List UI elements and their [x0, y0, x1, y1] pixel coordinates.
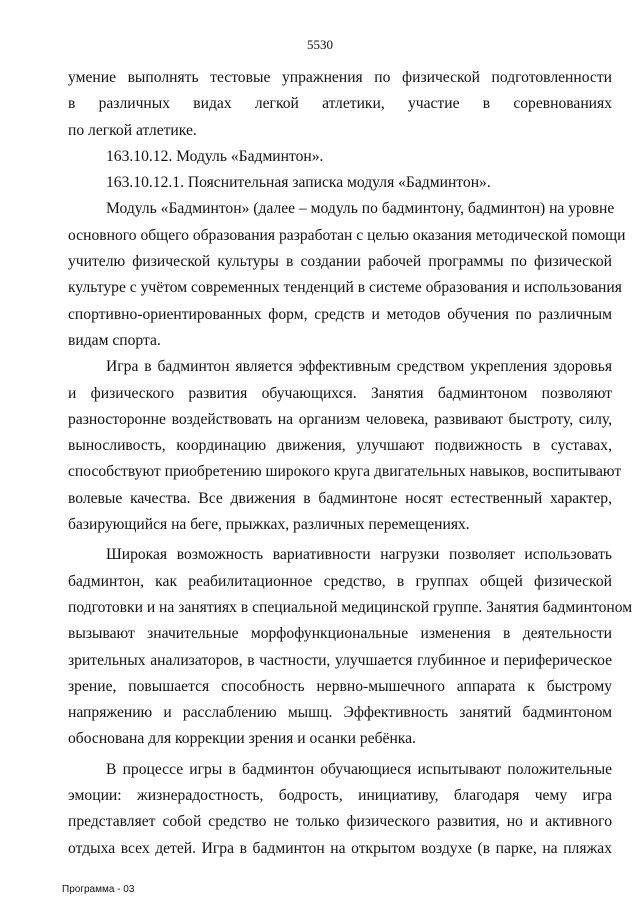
- paragraph: [68, 65, 612, 144]
- text-line: бадминтон, как реабилитационное средство, в группах общей физической: [68, 572, 612, 590]
- text-line: зрение, повышается способность нервно-мышечного аппарата к быстрому: [68, 677, 612, 695]
- paragraph: [68, 354, 622, 538]
- paragraph: [68, 144, 612, 170]
- text-line: умение выполнять тестовые упражнения по физической подготовленности: [68, 69, 612, 86]
- text-line: отдыха всех детей. Игра в бадминтон на открытом воздухе (в парке, на пляжах: [68, 839, 612, 857]
- page-number: 5530: [307, 37, 333, 52]
- text-line: эмоции: жизнерадостность, бодрость, инициативу, благодаря чему игра: [68, 787, 612, 805]
- text-line: 163.10.12.1. Пояснительная записка модуля «Бадминтон».: [106, 174, 491, 192]
- text-line: подготовки и на занятиях в специальной медицинской группе. Занятия бадминтоном: [68, 598, 633, 616]
- document-body: [68, 65, 633, 866]
- text-line: обоснована для коррекции зрения и осанки ребёнка.: [68, 730, 416, 748]
- paragraph: [68, 170, 612, 196]
- text-line: культуре с учётом современных тенденций в системе образования и использования: [68, 279, 622, 297]
- text-line: в различных видах легкой атлетики, участие в соревнованиях: [68, 95, 612, 113]
- text-line: Игра в бадминтон является эффективным средством укрепления здоровья: [106, 358, 612, 376]
- text-line: основного общего образования разработан с целью оказания методической помощи: [68, 226, 626, 244]
- text-line: базирующийся на беге, прыжках, различных перемещениях.: [68, 516, 470, 534]
- text-line: зрительных анализаторов, в частности, улучшается глубинное и периферическое: [68, 651, 612, 669]
- text-line: Модуль «Бадминтон» (далее – модуль по бадминтону, бадминтон) на уровне: [106, 200, 615, 218]
- text-line: способствуют приобретению широкого круга двигательных навыков, воспитывают: [68, 463, 622, 481]
- paragraph: [68, 196, 626, 354]
- text-line: учителю физической культуры в создании рабочей программы по физической: [68, 253, 612, 271]
- text-line: напряжению и расслаблению мышц. Эффективность занятий бадминтоном: [68, 704, 612, 722]
- text-line: В процессе игры в бадминтон обучающиеся испытывают положительные: [106, 760, 612, 778]
- text-line: видам спорта.: [68, 331, 161, 349]
- text-line: по легкой атлетике.: [68, 121, 197, 139]
- page-footer: Программа - 03: [62, 884, 135, 895]
- text-line: вызывают значительные морфофункциональные изменения в деятельности: [68, 625, 612, 643]
- text-line: волевые качества. Все движения в бадминтоне носят естественный характер,: [68, 489, 612, 507]
- text-line: и физического развития обучающихся. Занятия бадминтоном позволяют: [68, 384, 612, 402]
- text-line: разносторонне воздействовать на организм человека, развивают быстроту, силу,: [68, 410, 612, 428]
- paragraph: [68, 757, 612, 862]
- paragraph: [68, 542, 633, 752]
- text-line: спортивно-ориентированных форм, средств и методов обучения по различным: [68, 305, 612, 323]
- text-line: Широкая возможность вариативности нагрузки позволяет использовать: [106, 546, 612, 564]
- text-line: представляет собой средство не только физического развития, но и активного: [68, 813, 612, 831]
- text-line: выносливость, координацию движения, улучшают подвижность в суставах,: [68, 437, 612, 455]
- text-line: 163.10.12. Модуль «Бадминтон».: [106, 147, 324, 165]
